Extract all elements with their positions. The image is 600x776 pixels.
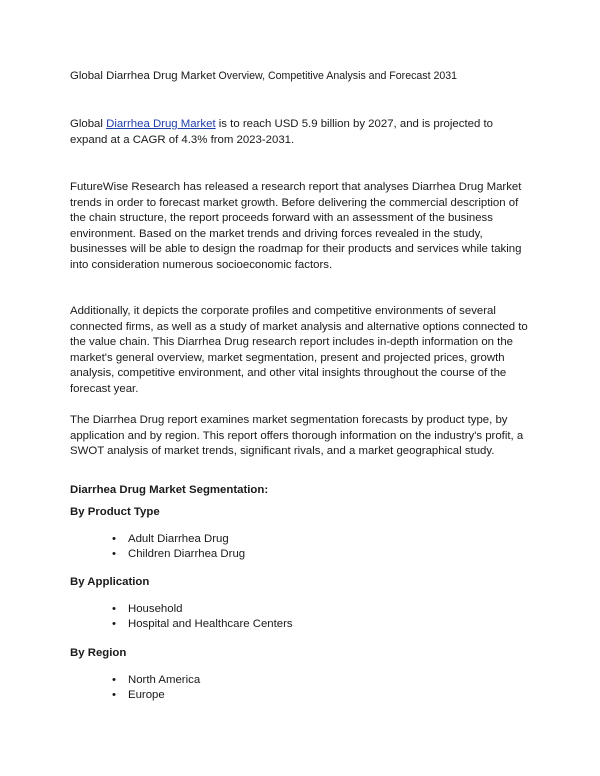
list-item bbox=[110, 602, 293, 617]
intro-after-link: is to reach USD 5.9 billion by 2027, and is projected to expand at a CAGR of 4.3% from 2023-2031. bbox=[70, 118, 493, 146]
diarrhea-drug-market-link[interactable]: Diarrhea Drug Market bbox=[106, 118, 216, 130]
list-item bbox=[110, 673, 200, 688]
bullet-icon: • bbox=[112, 603, 116, 615]
title-prefix: Global Diarrhea Drug Market bbox=[70, 70, 216, 82]
list-item bbox=[110, 547, 245, 562]
bullet-icon: • bbox=[112, 548, 116, 561]
list-item-label: Children Diarrhea Drug bbox=[128, 548, 246, 561]
list-item-label: Adult Diarrhea Drug bbox=[128, 533, 229, 545]
region-heading: By Region bbox=[70, 647, 127, 659]
bullet-icon: • bbox=[112, 533, 116, 545]
list-item-label: North America bbox=[128, 674, 201, 686]
bullet-icon: • bbox=[112, 689, 116, 702]
intro-paragraph bbox=[70, 117, 532, 148]
overview-paragraph: FutureWise Research has released a research report that analyses Diarrhea Drug Market trends in order to forecast market growth. Before delivering the commercial description of the chain structure, the report proceeds forward with an assessment of the business environment. Based on the market trends and driving forces revealed in the study, businesses will be able to design the roadmap for their products and services while taking into consideration numerous socioeconomic factors. bbox=[70, 181, 522, 271]
intro-before-link: Global bbox=[70, 118, 107, 130]
application-heading: By Application bbox=[70, 576, 150, 588]
list-item bbox=[110, 532, 245, 547]
document-title bbox=[70, 68, 540, 84]
segmentation-intro-paragraph: The Diarrhea Drug report examines market segmentation forecasts by product type, by application and by region. This report offers thorough information on the industry's profit, a SWOT analysis of market trends, significant rivals, and a market geographical study. bbox=[70, 414, 524, 458]
list-item bbox=[110, 688, 200, 703]
list-item-label: Europe bbox=[128, 689, 165, 702]
list-item-label: Hospital and Healthcare Centers bbox=[128, 618, 293, 631]
title-suffix: Overview, Competitive Analysis and Forecast 2031 bbox=[215, 70, 458, 82]
region-list bbox=[110, 673, 200, 704]
profiles-paragraph: Additionally, it depicts the corporate profiles and competitive environments of several connected firms, as well as a study of market analysis and alternative options connected to the value chain. This Diarrhea Drug research report includes in-depth information on the market's general overview, market segmentation, present and projected prices, growth analysis, competitive environment, and other vital insights throughout the course of the forecast year. bbox=[70, 305, 528, 395]
product-type-heading: By Product Type bbox=[70, 506, 160, 518]
product-type-list bbox=[110, 532, 245, 563]
segmentation-heading: Diarrhea Drug Market Segmentation: bbox=[70, 484, 269, 496]
bullet-icon: • bbox=[112, 674, 116, 686]
list-item bbox=[110, 617, 293, 632]
application-list bbox=[110, 602, 293, 633]
list-item-label: Household bbox=[128, 603, 183, 615]
bullet-icon: • bbox=[112, 618, 116, 631]
